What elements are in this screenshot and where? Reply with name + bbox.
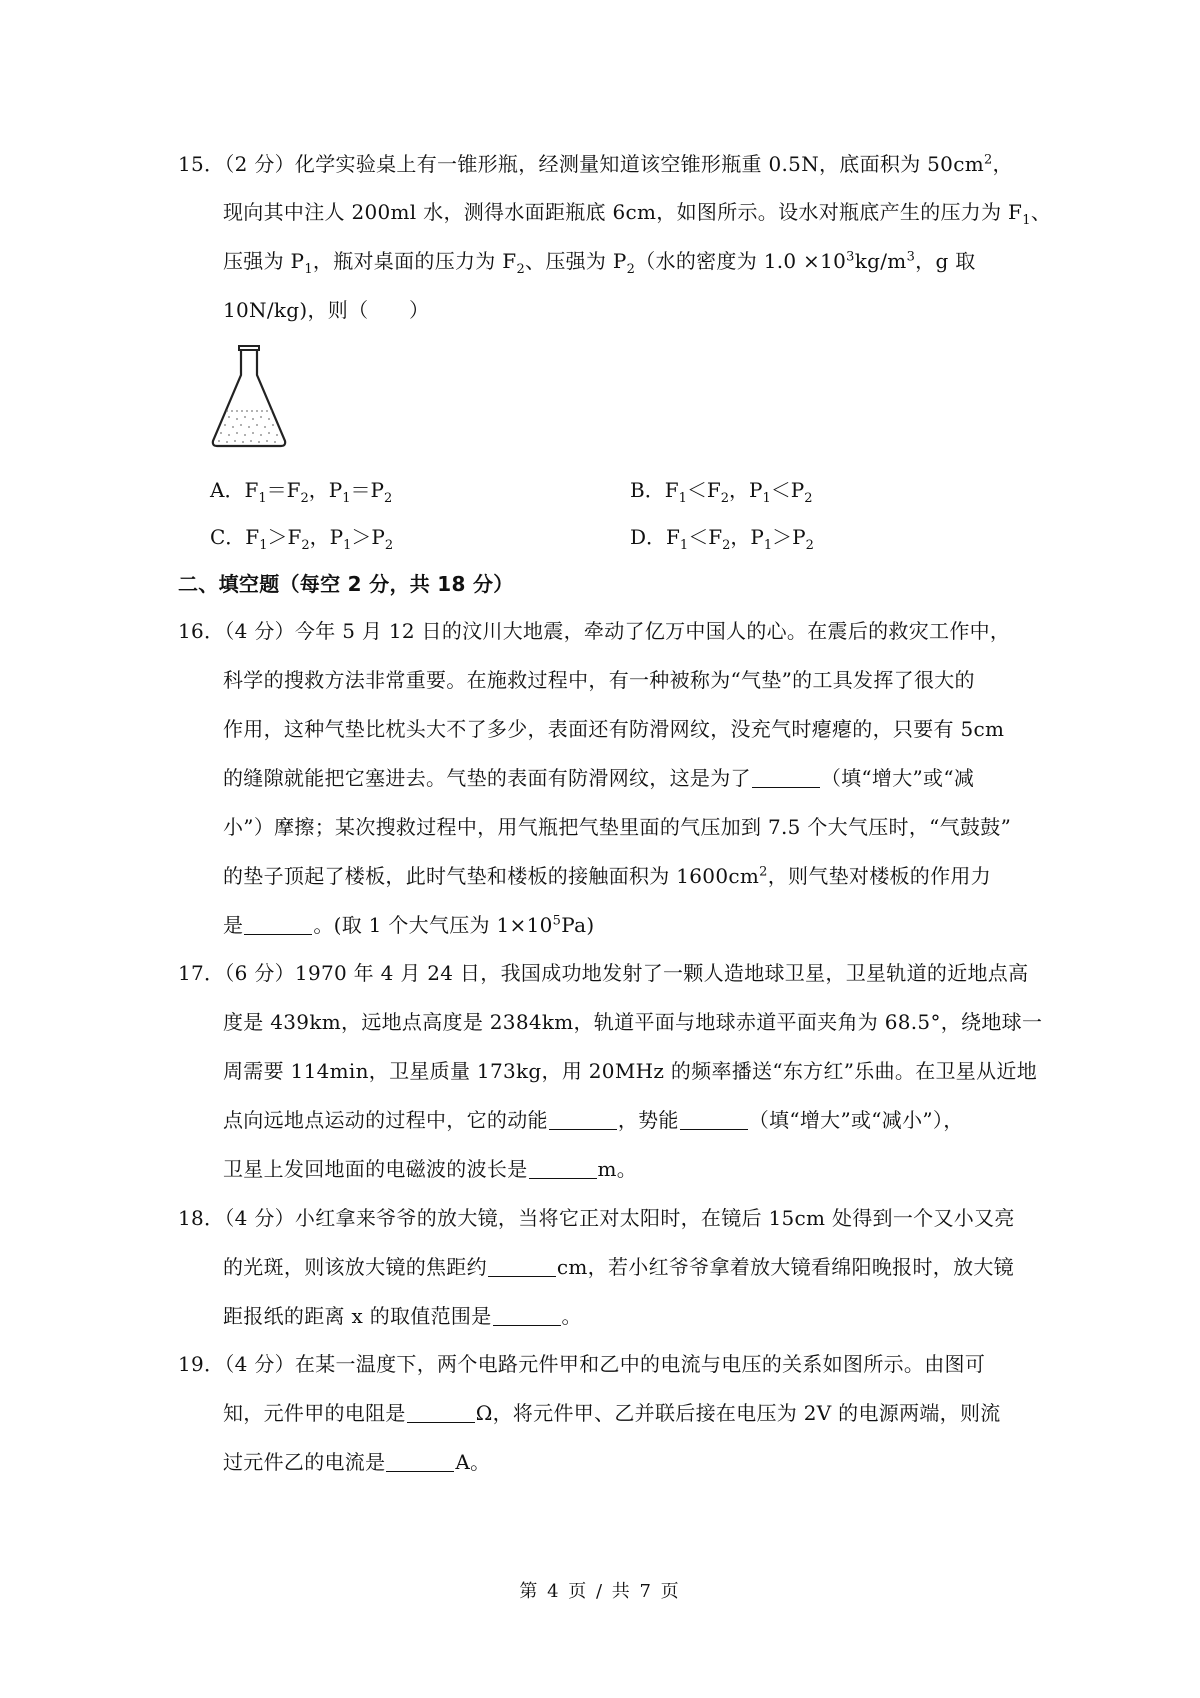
answer-blank-6[interactable] xyxy=(488,1256,556,1277)
option-a-text: ＝F xyxy=(266,478,301,502)
q19-line-1 xyxy=(178,1350,985,1378)
option-c-sub: 1 xyxy=(343,538,352,553)
option-b[interactable] xyxy=(630,476,813,504)
q16-line-5 xyxy=(223,813,1011,841)
option-c[interactable] xyxy=(210,523,393,551)
option-c-sub: 2 xyxy=(384,538,394,553)
q19-text: 知，元件甲的电阻是 xyxy=(223,1401,406,1425)
q15-text-2-end: 、 xyxy=(1030,200,1052,224)
q19-text: Ω，将元件甲、乙并联后接在电压为 2V 的电源两端，则流 xyxy=(475,1401,1001,1425)
q15-sub-2: 1 xyxy=(1022,213,1031,228)
option-b-sub: 1 xyxy=(762,491,771,506)
option-c-text: ＞P xyxy=(351,525,385,549)
q17-text: ，势能 xyxy=(617,1108,679,1132)
q17-text: 卫星上发回地面的电磁波的波长是 xyxy=(223,1157,528,1181)
q17-text: 点向远地点运动的过程中，它的动能 xyxy=(223,1108,548,1132)
q17-text: 周需要 114min，卫星质量 173kg，用 20MHz 的频率播送“东方红”乐曲。在卫星从近地 xyxy=(223,1059,1037,1083)
q15-text-3b: ，瓶对桌面的压力为 F xyxy=(312,249,517,273)
answer-blank-7[interactable] xyxy=(493,1305,561,1326)
option-b-text: B．F xyxy=(630,478,679,502)
q18-text: 的光斑，则该放大镜的焦距约 xyxy=(223,1255,487,1279)
option-a-sub: 2 xyxy=(300,491,309,506)
option-d-text: ＜F xyxy=(688,525,723,549)
q19-text: 过元件乙的电流是 xyxy=(223,1450,386,1474)
q15-line-4 xyxy=(223,296,429,324)
q17-line-2 xyxy=(223,1008,1042,1036)
q16-text: 的垫子顶起了楼板，此时气垫和楼板的接触面积为 1600cm xyxy=(223,864,760,888)
q16-line-4 xyxy=(223,764,974,792)
q18-line-1 xyxy=(178,1204,1015,1232)
option-b-text: ＜P xyxy=(770,478,805,502)
q16-text: （填“增大”或“减 xyxy=(820,766,975,790)
option-d-sub: 1 xyxy=(763,538,773,553)
option-b-sub: 2 xyxy=(720,491,730,506)
q18-line-3 xyxy=(223,1302,582,1330)
option-c-text: ＞F xyxy=(267,525,302,549)
q18-text: 距报纸的距离 x 的取值范围是 xyxy=(223,1304,492,1328)
q15-text-3c: 、压强为 P xyxy=(525,249,627,273)
q15-sup-3: 3 xyxy=(846,249,855,265)
q16-line-6 xyxy=(223,862,991,890)
conical-flask-figure xyxy=(209,345,289,450)
option-a-sub: 1 xyxy=(342,491,351,506)
q17-text: 度是 439km，远地点高度是 2384km，轨道平面与地球赤道平面夹角为 68.5°，绕地球一 xyxy=(223,1010,1043,1034)
q15-text-3d: （水的密度为 1.0 ×10 xyxy=(635,249,847,273)
option-b-sub: 1 xyxy=(678,491,687,506)
q15-sub-3b: 2 xyxy=(516,262,526,277)
section-heading: 二、填空题（每空 2 分，共 18 分） xyxy=(178,572,514,596)
option-d-sub: 1 xyxy=(679,538,689,553)
q15-sup-1: 2 xyxy=(983,152,993,168)
option-d-sub: 2 xyxy=(805,538,814,553)
q18-text: cm，若小红爷爷拿着放大镜看绵阳晚报时，放大镜 xyxy=(556,1255,1014,1279)
option-c-text: ，P xyxy=(309,525,344,549)
option-a-sub: 1 xyxy=(258,491,267,506)
q15-sub-3a: 1 xyxy=(304,262,313,277)
option-d[interactable] xyxy=(630,523,814,551)
q16-text: 是 xyxy=(223,913,244,937)
q15-text-4: 10N/kg)，则（ ） xyxy=(223,298,430,322)
option-b-text: ，P xyxy=(729,478,763,502)
q15-line-3 xyxy=(223,247,976,275)
answer-blank-1[interactable] xyxy=(752,767,820,788)
q19-text: 19．（4 分）在某一温度下，两个电路元件甲和乙中的电流与电压的关系如图所示。由图可 xyxy=(178,1352,986,1376)
q16-sup: 5 xyxy=(552,913,562,929)
q17-line-4 xyxy=(223,1106,964,1134)
answer-blank-5[interactable] xyxy=(529,1158,597,1179)
page-number-footer: 第 4 页 / 共 7 页 xyxy=(519,1581,681,1602)
option-a-sub: 2 xyxy=(384,491,393,506)
q16-text: 科学的搜救方法非常重要。在施救过程中，有一种被称为“气垫”的工具发挥了很大的 xyxy=(223,668,975,692)
option-a-text: ，P xyxy=(308,478,343,502)
answer-blank-3[interactable] xyxy=(549,1109,617,1130)
option-d-text: ＞P xyxy=(772,525,806,549)
option-a-text: ＝P xyxy=(350,478,384,502)
q16-line-3 xyxy=(223,715,1004,743)
answer-blank-2[interactable] xyxy=(244,914,312,935)
answer-blank-8[interactable] xyxy=(407,1402,475,1423)
option-a[interactable] xyxy=(210,476,392,504)
q16-text: 小”）摩擦；某次搜救过程中，用气瓶把气垫里面的气压加到 7.5 个大气压时，“气鼓鼓” xyxy=(223,815,1012,839)
option-d-text: ，P xyxy=(730,525,764,549)
q17-line-1 xyxy=(178,959,1028,987)
q18-line-2 xyxy=(223,1253,1014,1281)
option-c-text: C．F xyxy=(210,525,260,549)
q15-text-3e: kg/m xyxy=(854,249,907,273)
q17-text: （填“增大”或“减小”）， xyxy=(748,1108,964,1132)
q16-line-1 xyxy=(178,617,1010,645)
q17-line-3 xyxy=(223,1057,1037,1085)
q16-sup: 2 xyxy=(759,864,768,880)
q15-sub-3c: 2 xyxy=(626,262,636,277)
q16-text: 作用，这种气垫比枕头大不了多少，表面还有防滑网纹，没充气时瘪瘪的，只要有 5cm xyxy=(223,717,1005,741)
q15-text-2: 现向其中注人 200ml 水，测得水面距瓶底 6cm，如图所示。设水对瓶底产生的压力为 F xyxy=(223,200,1023,224)
q15-sup-3b: 3 xyxy=(906,249,916,265)
q16-text: 的缝隙就能把它塞进去。气垫的表面有防滑网纹，这是为了 xyxy=(223,766,751,790)
option-b-sub: 2 xyxy=(804,491,813,506)
q15-text-3a: 压强为 P xyxy=(223,249,305,273)
option-d-sub: 2 xyxy=(722,538,731,553)
option-c-sub: 2 xyxy=(301,538,310,553)
q15-text-1: 15．（2 分）化学实验桌上有一锥形瓶，经测量知道该空锥形瓶重 0.5N，底面积为 50cm xyxy=(178,152,984,176)
q15-text-1-end: ， xyxy=(992,152,1013,176)
q17-text: 17．（6 分）1970 年 4 月 24 日，我国成功地发射了一颗人造地球卫星，卫星轨道的近地点高 xyxy=(178,961,1029,985)
option-c-sub: 1 xyxy=(259,538,268,553)
q19-line-3 xyxy=(223,1448,490,1476)
q17-line-5 xyxy=(223,1155,637,1183)
q15-line-1 xyxy=(178,150,1013,178)
q18-text: 18．（4 分）小红拿来爷爷的放大镜，当将它正对太阳时，在镜后 15cm 处得到一个又小又亮 xyxy=(178,1206,1015,1230)
q18-text: 。 xyxy=(561,1304,582,1328)
option-d-text: D．F xyxy=(630,525,680,549)
answer-blank-4[interactable] xyxy=(680,1109,748,1130)
q16-line-7 xyxy=(223,911,594,939)
q16-line-2 xyxy=(223,666,975,694)
q15-line-2 xyxy=(223,198,1051,226)
q19-text: A。 xyxy=(455,1450,491,1474)
q16-text: ，则气垫对楼板的作用力 xyxy=(767,864,992,888)
q16-text: 16．（4 分）今年 5 月 12 日的汶川大地震，牵动了亿万中国人的心。在震后的救灾工作中， xyxy=(178,619,1011,643)
q16-text: Pa) xyxy=(561,913,595,937)
q17-text: m。 xyxy=(597,1157,638,1181)
q16-text: 。(取 1 个大气压为 1×10 xyxy=(313,913,553,937)
option-a-text: A．F xyxy=(210,478,259,502)
q19-line-2 xyxy=(223,1399,1001,1427)
option-b-text: ＜F xyxy=(686,478,721,502)
q15-text-3f: ，g 取 xyxy=(915,249,976,273)
answer-blank-9[interactable] xyxy=(386,1451,454,1472)
